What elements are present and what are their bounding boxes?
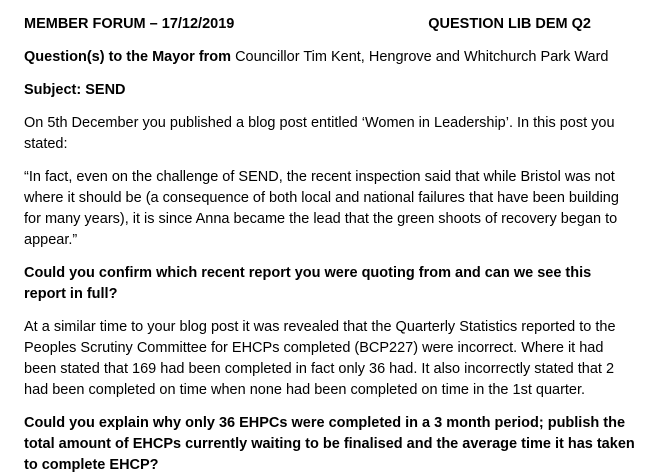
question-reference: QUESTION LIB DEM Q2: [428, 16, 591, 32]
question-two: Could you explain why only 36 EHPCs were completed in a 3 month period; publish the total amount of EHCPs currently waiting to be finalised and the average time it has taken to complete EHCP?: [24, 415, 635, 473]
subject-line: Subject: SEND: [24, 82, 126, 98]
question-from-line: [24, 47, 644, 68]
document-header: [24, 14, 644, 35]
question-from-label: Question(s) to the Mayor from: [24, 49, 232, 65]
intro-paragraph: On 5th December you published a blog post entitled ‘Women in Leadership’. In this post you stated:: [24, 115, 615, 152]
question-from-value: Councillor Tim Kent, Hengrove and Whitchurch Park Ward: [231, 49, 609, 65]
quote-paragraph: “In fact, even on the challenge of SEND, the recent inspection said that while Bristol was not where it should be (a consequence of both local and national failures that have been building for many years), it is since Anna became the lead that the green shoots of recovery began to appear.”: [24, 169, 619, 248]
document-page: [24, 14, 644, 476]
context-paragraph: At a similar time to your blog post it was revealed that the Quarterly Statistics reported to the Peoples Scrutiny Committee for EHCPs completed (BCP227) were incorrect. Where it had been stated that 169 had been completed in fact only 36 had. It also incorrectly stated that 2 had been completed on time when none had been completed on time in the 1st quarter.: [24, 319, 616, 398]
question-one: Could you confirm which recent report you were quoting from and can we see this report in full?: [24, 265, 592, 302]
meeting-title: MEMBER FORUM – 17/12/2019: [24, 16, 235, 32]
